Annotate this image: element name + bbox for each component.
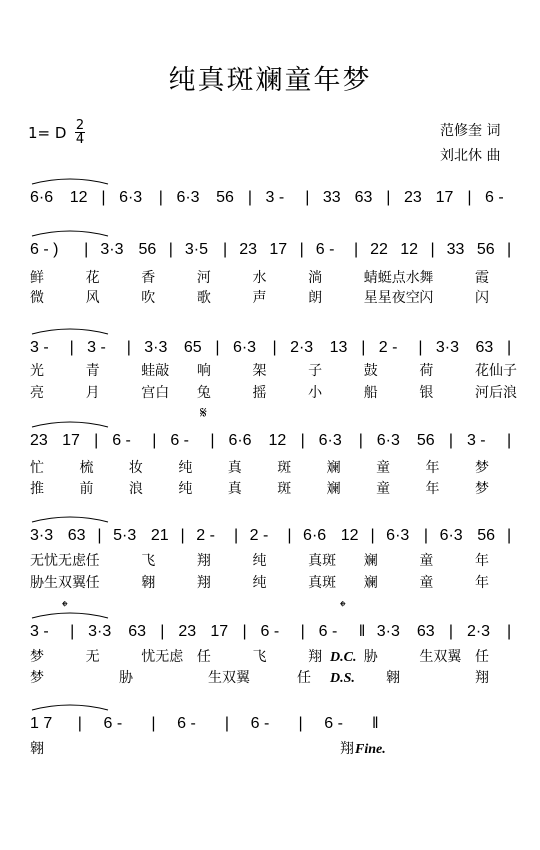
lyric-word: 朗 (308, 290, 323, 306)
bar-line: | (467, 189, 472, 206)
note-group: 6·3 (318, 432, 342, 449)
note-group: 2·3 (466, 623, 491, 640)
note-group: 17 (435, 189, 454, 206)
key-signature: 1= D (28, 124, 67, 142)
lyric-word: 宫白 (141, 385, 170, 401)
lyric-word: 妆 (128, 460, 143, 476)
bar-line: | (126, 339, 131, 356)
note-group: 23 (30, 432, 48, 449)
note-group: 6 - (177, 715, 196, 732)
time-sig-bottom: 4 (75, 132, 85, 147)
lyric-word: 翔 (475, 670, 489, 686)
bar-line: | (210, 432, 215, 449)
note-group: 17 (210, 623, 229, 640)
lyric-word: 任 (85, 553, 100, 569)
note-group: 6 - (324, 715, 343, 732)
note-group: 3 - (466, 432, 486, 449)
lyric-word: 前 (79, 481, 94, 497)
lyric-word: 月 (85, 385, 100, 401)
bar-line: | (287, 527, 292, 544)
bar-line: | (160, 623, 165, 640)
lyric-word: 任 (196, 649, 211, 665)
bar-line: | (507, 623, 512, 640)
bar-line: | (507, 432, 512, 449)
bar-line: | (97, 527, 102, 544)
note-group: 3·3 (88, 623, 112, 640)
note-group: 63 (416, 623, 435, 640)
bar-line: | (300, 432, 305, 449)
bar-line: | (386, 189, 391, 206)
note-group: 63 (475, 339, 494, 356)
lyric-word: 真斑 (308, 575, 337, 591)
note-group: 17 (269, 241, 288, 258)
lyric-word: 斓 (326, 460, 341, 476)
bar-line: | (151, 715, 156, 732)
lyric-word: 梦 (475, 481, 489, 497)
bar-line: | (70, 623, 75, 640)
lyric-word: 梦 (30, 649, 44, 665)
bar-line: | (168, 241, 173, 258)
lyric-word: 青 (85, 363, 100, 379)
lyric-word: 任 (475, 649, 489, 665)
ds-marking: D.S. (330, 671, 355, 686)
lyric-word: 梦 (475, 460, 489, 476)
lyric-word: 年 (425, 460, 440, 476)
lyric-word: 响 (196, 363, 211, 379)
lyric-word: 纯 (252, 553, 267, 569)
lyric-word: 霞 (475, 270, 489, 286)
lyric-word: 鼓 (363, 363, 378, 379)
bar-line: | (69, 339, 74, 356)
lyric-word: 亮 (30, 385, 44, 401)
lyric-word: 闪 (475, 290, 489, 306)
bar-line: ‖ (358, 623, 366, 640)
note-group: 23 (178, 623, 197, 640)
note-group: 3 - (30, 623, 49, 640)
bar-line: | (430, 241, 435, 258)
lyric-word: 鲜 (30, 270, 44, 286)
lyric-word: 荷 (419, 363, 434, 379)
bar-line: | (418, 339, 423, 356)
lyric-word: 兔 (196, 385, 211, 401)
lyric-word: 童 (376, 481, 391, 497)
note-group: 22 (370, 241, 388, 258)
lyric-word: 河后浪 (475, 385, 517, 401)
note-group: 6 - (250, 715, 270, 732)
bar-line: | (223, 241, 228, 258)
note-group: 3 - (87, 339, 106, 356)
lyric-word: 蜻蜓点水 (363, 270, 420, 286)
note-group: 12 (69, 189, 88, 206)
lyric-word: 任 (297, 670, 311, 686)
lyric-word: 淌 (308, 270, 323, 286)
note-group: 3·3 (144, 339, 168, 356)
lyric-word: 童 (419, 553, 434, 569)
note-group: 3 - (30, 339, 49, 356)
note-group: 3·3 (30, 527, 54, 544)
lyric-word: 船 (363, 385, 378, 401)
lyric-word: 胁 (119, 670, 133, 686)
dc-marking: D.C. (330, 650, 357, 665)
note-group: 56 (138, 241, 157, 258)
note-group: 6·6 (228, 432, 252, 449)
lyric-word: 胁 (363, 649, 378, 665)
lyric-word: 真 (227, 460, 242, 476)
lyric-word: 年 (475, 553, 489, 569)
lyric-word: 翔 (340, 741, 354, 757)
lyric-word: 摇 (252, 385, 267, 401)
bar-line: | (448, 432, 454, 449)
lyric-word: 翱 (141, 575, 156, 591)
note-group: 63 (354, 189, 373, 206)
lyric-word: 任 (85, 575, 100, 591)
lyric-word: 水 (252, 270, 267, 286)
coda-icon: 𝄌 (340, 599, 346, 616)
coda-icon: 𝄌 (62, 599, 68, 616)
lyric-word: 花仙子 (475, 363, 517, 379)
lyric-word: 飞 (141, 553, 156, 569)
lyric-word: 蛙敲 (141, 363, 170, 379)
note-group: 21 (150, 527, 169, 544)
bar-line: | (305, 189, 310, 206)
bar-line: | (361, 339, 366, 356)
lyric-word: 年 (425, 481, 440, 497)
bar-line: | (233, 527, 239, 544)
lyric-word: 真 (227, 481, 242, 497)
bar-line: | (298, 715, 303, 732)
note-group: 5·3 (113, 527, 137, 544)
lyric-word: 飞 (252, 649, 267, 665)
note-group: 6·3 (439, 527, 463, 544)
lyric-word: 斓 (363, 575, 378, 591)
composer-credit: 刘北休 曲 (440, 148, 501, 164)
bar-line: | (101, 189, 106, 206)
note-group: 3·3 (376, 623, 400, 640)
bar-line: | (152, 432, 157, 449)
lyric-word: 子 (308, 363, 323, 379)
lyric-word: 纯 (252, 575, 267, 591)
fine-marking: Fine. (355, 742, 386, 757)
lyric-word: 忧无虑 (141, 649, 184, 665)
slur-mark (32, 517, 108, 522)
bar-line: | (77, 715, 82, 732)
bar-line: | (247, 189, 252, 206)
note-group: 63 (67, 527, 86, 544)
note-group: 6·3 (119, 189, 143, 206)
note-group: 56 (476, 241, 495, 258)
lyric-word: 香 (141, 270, 156, 286)
bar-line: | (448, 623, 454, 640)
note-group: 13 (329, 339, 348, 356)
bar-line: | (370, 527, 375, 544)
bar-line: | (507, 241, 512, 258)
bar-line: | (158, 189, 163, 206)
slur-mark (32, 705, 108, 710)
slur-mark (32, 231, 108, 236)
note-group: 6 - (112, 432, 131, 449)
note-group: 12 (268, 432, 287, 449)
note-group: 2 - (378, 339, 398, 356)
note-group: 33 (446, 241, 465, 258)
lyric-word: 翱 (30, 741, 44, 757)
lyric-word: 生双翼 (419, 649, 462, 665)
note-group: 3·3 (435, 339, 459, 356)
song-title: 纯真斑斓童年梦 (168, 65, 372, 96)
bar-line: | (215, 339, 220, 356)
note-group: 2·3 (290, 339, 314, 356)
lyric-word: 星星夜空 (363, 290, 420, 306)
bar-line: | (300, 623, 305, 640)
bar-line: ‖ (372, 715, 379, 732)
lyric-word: 花 (85, 270, 100, 286)
lyric-word: 翔 (308, 649, 323, 665)
slur-mark (32, 422, 108, 427)
lyric-word: 闪 (419, 290, 434, 306)
bar-line: | (272, 339, 277, 356)
note-group: 33 (322, 189, 341, 206)
note-group: 63 (128, 623, 146, 640)
bar-line: | (180, 527, 185, 544)
lyric-word: 吹 (141, 290, 156, 306)
bar-line: | (507, 339, 512, 356)
lyricist-credit: 范修奎 词 (440, 123, 501, 139)
note-group: 6·6 (303, 527, 327, 544)
lyric-word: 翔 (196, 553, 211, 569)
note-group: 6 - (260, 623, 280, 640)
bar-line: | (299, 241, 304, 258)
lyric-word: 无 (85, 649, 100, 665)
lyric-word: 舞 (419, 270, 434, 286)
note-group: 56 (477, 527, 496, 544)
lyric-word: 小 (308, 385, 323, 401)
note-group: 23 (403, 189, 422, 206)
slur-mark (32, 613, 108, 618)
note-group: 6·3 (232, 339, 257, 356)
bar-line: | (224, 715, 230, 732)
segno-icon: 𝄋 (200, 405, 207, 422)
note-group: 3·5 (184, 241, 209, 258)
slur-mark (32, 179, 108, 184)
lyric-word: 河 (196, 270, 211, 286)
bar-line: | (242, 623, 247, 640)
lyric-word: 斓 (326, 481, 341, 497)
note-group: 1 7 (30, 715, 53, 732)
note-group: 6 - ) (30, 241, 59, 258)
note-group: 6 - (170, 432, 189, 449)
bar-line: | (353, 241, 359, 258)
note-group: 6 - (315, 241, 335, 258)
lyric-word: 微 (30, 290, 44, 306)
bar-line: | (358, 432, 363, 449)
note-group: 2 - (196, 527, 215, 544)
note-group: 12 (340, 527, 359, 544)
lyric-word: 光 (30, 363, 44, 379)
bar-line: | (423, 527, 429, 544)
note-group: 2 - (249, 527, 269, 544)
lyric-word: 童 (419, 575, 434, 591)
lyric-word: 无忧无虑 (30, 553, 86, 569)
lyric-word: 童 (376, 460, 391, 476)
lyric-word: 年 (475, 575, 489, 591)
lyric-word: 梦 (30, 670, 44, 686)
note-group: 3·3 (100, 241, 124, 258)
lyric-word: 声 (252, 290, 267, 306)
lyric-word: 斑 (277, 460, 292, 476)
lyric-word: 纯 (178, 481, 193, 497)
lyric-word: 忙 (30, 460, 44, 476)
lyric-word: 纯 (178, 460, 193, 476)
lyric-word: 银 (419, 385, 434, 401)
lyric-word: 推 (30, 481, 44, 497)
lyric-word: 翔 (196, 575, 211, 591)
lyric-word: 梳 (79, 460, 94, 476)
lyric-word: 浪 (128, 481, 143, 497)
lyric-word: 真斑 (308, 553, 337, 569)
time-sig-top: 2 (75, 118, 85, 133)
bar-line: | (94, 432, 99, 449)
lyric-word: 斑 (277, 481, 292, 497)
note-group: 6 - (485, 189, 504, 206)
lyric-word: 斓 (363, 553, 378, 569)
lyric-word: 风 (85, 290, 100, 306)
note-group: 6·3 (176, 189, 200, 206)
note-group: 56 (416, 432, 435, 449)
note-group: 6·6 (30, 189, 54, 206)
note-group: 56 (216, 189, 234, 206)
lyric-word: 胁生双翼 (30, 575, 86, 591)
note-group: 6·3 (386, 527, 410, 544)
note-group: 23 (239, 241, 258, 258)
note-group: 3 - (265, 189, 285, 206)
lyric-word: 翱 (386, 670, 400, 686)
note-group: 12 (400, 241, 419, 258)
lyric-word: 生双翼 (208, 670, 250, 686)
bar-line: | (507, 527, 512, 544)
slur-mark (32, 329, 108, 334)
lyric-word: 架 (252, 363, 267, 379)
lyric-word: 歌 (196, 290, 211, 306)
note-group: 6 - (318, 623, 338, 640)
note-group: 6·3 (376, 432, 400, 449)
note-group: 6 - (103, 715, 123, 732)
note-group: 65 (183, 339, 202, 356)
note-group: 17 (62, 432, 80, 449)
bar-line: | (84, 241, 89, 258)
